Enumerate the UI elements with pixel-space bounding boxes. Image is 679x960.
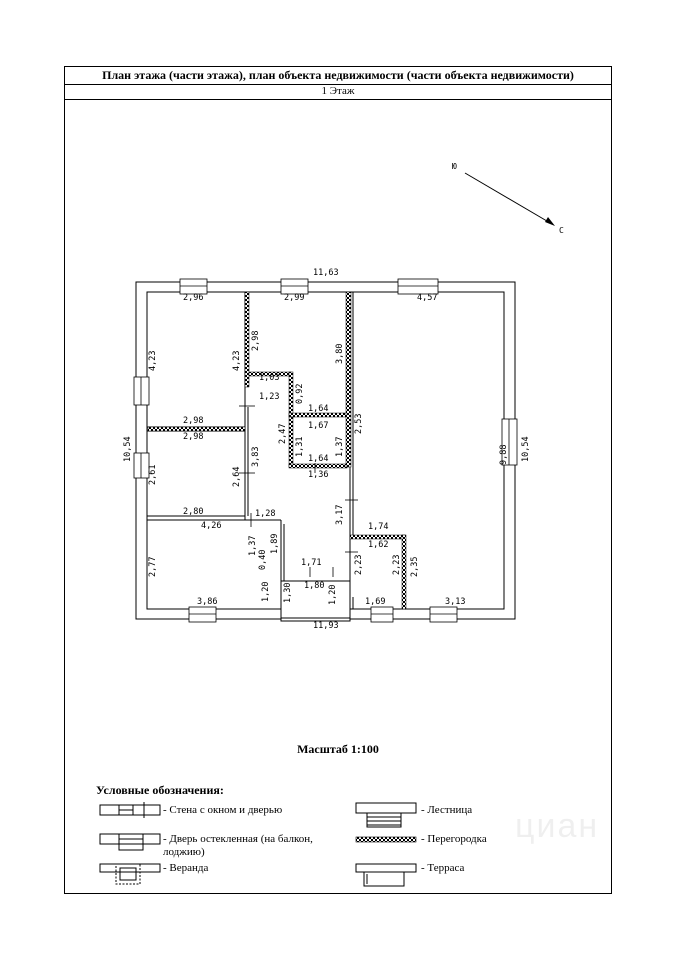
plan-frame bbox=[64, 66, 612, 894]
dim-4-26: 4,26 bbox=[201, 521, 222, 531]
dim-1-23: 1,23 bbox=[259, 392, 280, 402]
interior-walls bbox=[147, 292, 353, 609]
dim-2-23-b: 2,23 bbox=[392, 554, 402, 575]
dim-2-35: 2,35 bbox=[410, 556, 420, 577]
floor-plan bbox=[65, 67, 613, 895]
dim-room1-bottom: 2,98 bbox=[183, 416, 204, 426]
dim-1-20-b: 1,20 bbox=[328, 584, 338, 605]
dim-1-64-b: 1,64 bbox=[308, 454, 329, 464]
dim-1-80: 1,80 bbox=[304, 581, 325, 591]
dim-1-31: 1,31 bbox=[295, 436, 305, 457]
dimension-labels bbox=[123, 268, 531, 631]
legend-wall-window-door: - Стена с окном и дверью bbox=[163, 804, 283, 816]
wall-window-door-icon bbox=[99, 802, 161, 820]
dim-room1-left: 4,23 bbox=[148, 350, 158, 371]
dim-room2-left: 2,98 bbox=[251, 330, 261, 351]
dim-room2-right: 3,80 bbox=[335, 343, 345, 364]
dim-room1-right: 4,23 bbox=[232, 350, 242, 371]
partitions bbox=[148, 292, 406, 609]
dim-2-23-a: 2,23 bbox=[354, 554, 364, 575]
veranda-icon bbox=[99, 862, 161, 886]
floor-label: 1 Этаж bbox=[65, 84, 611, 100]
compass-north-label: С bbox=[559, 226, 564, 235]
dim-room5-bottom: 3,86 bbox=[197, 597, 218, 607]
dim-top-total: 11,63 bbox=[313, 268, 339, 278]
dim-1-62: 1,62 bbox=[368, 540, 389, 550]
legend-stairs: - Лестница bbox=[421, 804, 473, 816]
dim-1-37: 1,37 bbox=[335, 436, 345, 457]
legend-title: Условные обозначения: bbox=[96, 783, 224, 797]
dim-3-17: 3,17 bbox=[335, 504, 345, 525]
compass-arrow bbox=[465, 173, 555, 226]
dim-1-20-a: 1,20 bbox=[261, 581, 271, 602]
partition-icon bbox=[355, 835, 417, 845]
dim-room5-left: 2,77 bbox=[148, 556, 158, 577]
windows bbox=[134, 279, 517, 622]
legend-terrace: - Терраса bbox=[421, 862, 465, 874]
dim-1-28: 1,28 bbox=[255, 509, 276, 519]
dim-2-47: 2,47 bbox=[278, 423, 288, 444]
dim-room3-top: 4,57 bbox=[417, 293, 438, 303]
glazed-door-icon bbox=[99, 831, 161, 851]
dim-left-total: 10,54 bbox=[123, 436, 133, 462]
watermark-logo: циан bbox=[515, 807, 600, 845]
dim-1-37-b: 1,37 bbox=[248, 535, 258, 556]
terrace-icon bbox=[355, 862, 417, 888]
legend-glazed-door: - Дверь остекленная (на балкон, лоджию) bbox=[163, 833, 313, 858]
dim-room3-right: 9,88 bbox=[499, 444, 509, 465]
dim-room4-right: 2,64 bbox=[232, 466, 242, 487]
legend-partition: - Перегородка bbox=[421, 833, 487, 845]
scale-label: Масштаб 1:100 bbox=[297, 742, 379, 756]
stairs-icon bbox=[355, 802, 417, 828]
dim-room7-bottom-left: 1,69 bbox=[365, 597, 386, 607]
dim-room1-top: 2,96 bbox=[183, 293, 204, 303]
dim-1-89: 1,89 bbox=[270, 533, 280, 554]
dim-1-36: 1,36 bbox=[308, 470, 329, 480]
dim-1-03: 1,03 bbox=[259, 373, 280, 383]
dim-1-30: 1,30 bbox=[283, 582, 293, 603]
dim-0-40: 0,40 bbox=[258, 549, 268, 570]
dim-1-67: 1,67 bbox=[308, 421, 329, 431]
dim-room2-top: 2,99 bbox=[284, 293, 305, 303]
dim-0-92: 0,92 bbox=[295, 383, 305, 404]
dim-3-83: 3,83 bbox=[251, 446, 261, 467]
dim-right-total: 10,54 bbox=[521, 436, 531, 462]
dim-1-74: 1,74 bbox=[368, 522, 389, 532]
exterior-walls bbox=[136, 282, 515, 619]
legend-veranda: - Веранда bbox=[163, 862, 209, 874]
page-title: План этажа (части этажа), план объекта недвижимости (части объекта недвижимости) bbox=[65, 67, 611, 85]
dim-room4-left: 2,61 bbox=[148, 464, 158, 485]
dim-room4-bottom: 2,80 bbox=[183, 507, 204, 517]
dim-1-64-a: 1,64 bbox=[308, 404, 329, 414]
dim-room7-bottom-right: 3,13 bbox=[445, 597, 466, 607]
dim-2-53: 2,53 bbox=[354, 413, 364, 434]
compass-south-label: Ю bbox=[452, 162, 457, 171]
dim-1-71: 1,71 bbox=[301, 558, 322, 568]
dim-bottom-total: 11,93 bbox=[313, 621, 339, 631]
dim-room4-top: 2,98 bbox=[183, 432, 204, 442]
